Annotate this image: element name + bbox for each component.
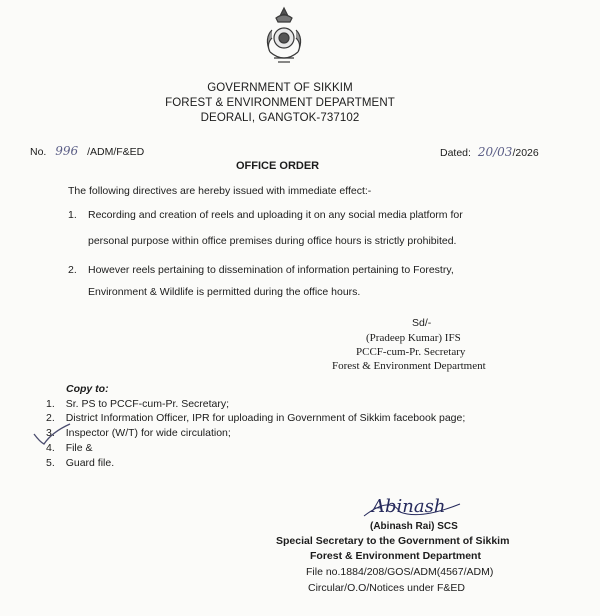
directive-2-line2: Environment & Wildlife is permitted during the office hours. — [88, 286, 361, 298]
copy-to-item-text: Sr. PS to PCCF-cum-Pr. Secretary; — [65, 398, 230, 410]
handwritten-signature: Abinash — [372, 496, 446, 517]
reference-no-suffix: /ADM/F&ED — [87, 146, 145, 158]
reference-no-label: No. — [30, 146, 47, 158]
signatory1-sd: Sd/- — [412, 317, 432, 329]
directive-2-number: 2. — [68, 264, 77, 276]
copy-to-item-number: 5. — [46, 457, 55, 469]
copy-to-item-4 — [46, 442, 93, 454]
reference-dated-label: Dated: — [440, 147, 471, 159]
copy-to-item-number: 2. — [46, 412, 55, 424]
copy-to-item-1 — [46, 398, 229, 410]
copy-to-item-number: 1. — [46, 398, 55, 410]
reference-number — [30, 144, 144, 158]
copy-to-item-text: Guard file. — [65, 457, 115, 469]
directive-1-number: 1. — [68, 209, 77, 221]
copy-to-item-text: File & — [65, 442, 93, 454]
copy-to-item-number: 3. — [46, 427, 55, 439]
signatory2-designation: Special Secretary to the Government of Sikkim — [276, 535, 510, 547]
office-order-title: OFFICE ORDER — [236, 160, 320, 172]
header-government: GOVERNMENT OF SIKKIM — [207, 82, 353, 94]
signatory1-designation: PCCF-cum-Pr. Secretary — [356, 346, 466, 358]
circular-reference: Circular/O.O/Notices under F&ED — [308, 582, 465, 594]
copy-to-item-2 — [46, 412, 465, 424]
directive-2-line1: However reels pertaining to dissemination of information pertaining to Forestry, — [88, 264, 454, 276]
copy-to-heading: Copy to: — [66, 383, 109, 395]
reference-date — [440, 145, 539, 159]
reference-dated-value: 20/03 — [477, 145, 513, 159]
directive-1-line2: personal purpose within office premises during office hours is strictly prohibited. — [88, 235, 457, 247]
directive-1-line1: Recording and creation of reels and uploading it on any social media platform for — [88, 209, 463, 221]
header-department: FOREST & ENVIRONMENT DEPARTMENT — [165, 97, 395, 109]
signatory2-name: (Abinash Rai) SCS — [370, 521, 458, 532]
sikkim-emblem-icon — [258, 4, 310, 72]
reference-dated-year: /2026 — [512, 147, 539, 159]
reference-no-value: 996 — [55, 144, 79, 158]
header-address: DEORALI, GANGTOK-737102 — [200, 112, 360, 124]
signatory2-department: Forest & Environment Department — [310, 550, 481, 562]
copy-to-item-number: 4. — [46, 442, 55, 454]
signature-flourish-icon — [360, 494, 470, 522]
signatory1-name: (Pradeep Kumar) IFS — [366, 332, 461, 344]
intro-text: The following directives are hereby issued with immediate effect:- — [68, 185, 372, 197]
file-number: File no.1884/208/GOS/ADM(4567/ADM) — [306, 566, 494, 578]
copy-to-item-text: District Information Officer, IPR for uploading in Government of Sikkim facebook page; — [65, 412, 466, 424]
signatory1-department: Forest & Environment Department — [332, 360, 486, 372]
copy-to-item-text: Inspector (W/T) for wide circulation; — [65, 427, 231, 439]
copy-to-item-5 — [46, 457, 114, 469]
copy-to-item-3 — [46, 427, 231, 439]
